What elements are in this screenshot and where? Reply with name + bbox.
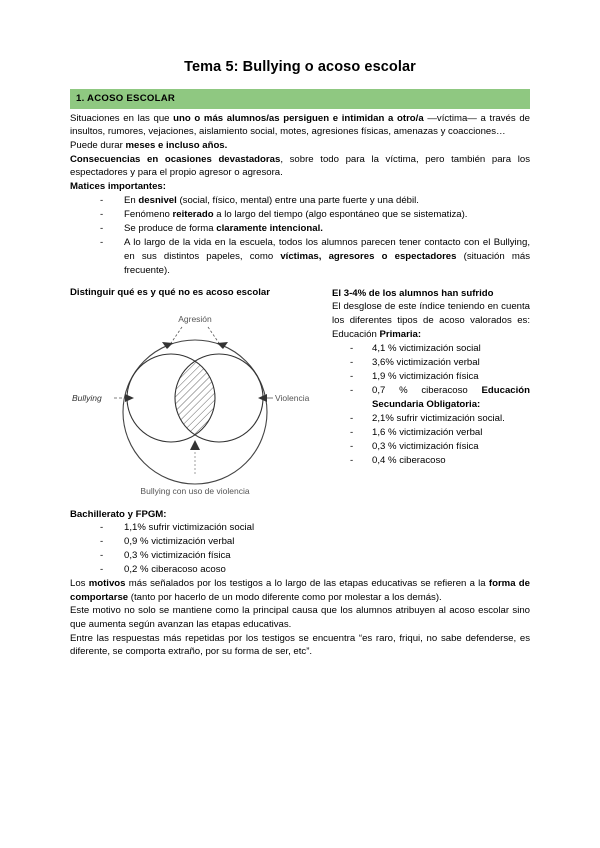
venn-diagram [70,304,320,504]
item-text-bold: reiterado [172,208,214,220]
intro-text-c: —víctima— a través de insultos, rumores, vejaciones, aislamiento social, motes, agresiones físicas, amenazas y coacciones… [70,112,531,138]
list-item: - 3,6% victimización verbal [350,356,530,370]
motivos-text-e: (tanto por hacerlo de un modo diferente como por molestar a los demás). [128,591,442,603]
motivos-bold-2: forma de comportarse [70,578,530,603]
cibera-primaria-text: 0,7 % ciberacoso [372,384,482,396]
list-item: - 0,2 % ciberacoso acoso [100,563,530,577]
bachillerato-label: Bachillerato y FPGM: [70,508,167,520]
tail-section [70,508,530,659]
page-title: Tema 5: Bullying o acoso escolar [184,59,416,75]
intro-text-bold: uno o más alumnos/as persiguen e intimidan a otro/a [173,112,424,124]
stats-heading [332,287,530,301]
list-item: - 0,4 % ciberacoso [350,454,530,468]
consequences-text: , sobre todo para la víctima, pero también para los espectadores y para el propio agresor o agresora. [70,153,531,179]
item-text-a: Fenómeno [124,208,173,220]
list-item: - 1,6 % victimización verbal [350,426,530,440]
primaria-label: Primaria: [379,328,422,340]
item-text-bold: víctimas, agresores o espectadores [280,250,457,262]
stats-heading-bold: El 3-4% de los alumnos han sufrido [332,287,494,299]
item-text-c: (social, físico, mental) entre una parte fuerte y una débil. [176,194,419,206]
agresion-arrow-right [217,342,228,349]
bachillerato-list [70,521,530,577]
stats-column [332,287,530,504]
list-item: - 0,9 % victimización verbal [100,535,530,549]
intro-text-a: Situaciones en las que [70,112,174,124]
respuestas-paragraph: Entre las respuestas más repetidas por los testigos se encuentra “es raro, friqui, no sabe defenderse, es diferente, se comporta extraño, por su forma de ser, etc”. [70,632,530,658]
bullying-arrow [125,394,134,402]
motivo-causa-paragraph: Este motivo no solo se mantiene como la principal causa que los alumnos atribuyen al acoso escolar sino que aumenta según avanzan las etapas educativas. [70,605,530,630]
duration-text-bold: meses e incluso años. [125,140,228,152]
item-text-c: a lo largo del tiempo (algo espontáneo que se sistematiza). [213,208,468,220]
agresion-label: Agresión [178,313,212,324]
stats-intro [332,300,530,341]
duration-paragraph [70,139,530,153]
motivos-text-c: más señalados por los testigos a lo largo de las etapas educativas se refieren a la [125,578,489,590]
violencia-label: Violencia [275,392,310,403]
list-item [350,384,530,412]
matices-heading [70,180,530,194]
motivos-text-a: Los [70,578,89,590]
consequences-paragraph [70,153,530,180]
item-text-bold: desnivel [138,194,177,206]
matices-heading-label: Matices importantes: [70,180,166,192]
list-item: - 0,3 % victimización física [350,440,530,454]
section-heading-acoso-escolar: 1. ACOSO ESCOLAR [70,89,530,109]
item-text-a: En [124,194,139,206]
bullying-label: Bullying [72,392,102,403]
intro-paragraph [70,112,530,139]
item-text-bold: claramente intencional. [216,222,323,234]
bachillerato-heading [70,508,530,522]
list-item [100,194,530,208]
matices-list [70,194,530,278]
list-item: - 4,1 % victimización social [350,342,530,356]
item-text-c: (situación más frecuente). [124,250,530,276]
eso-list [332,412,530,468]
venn-diagram-svg [70,304,320,499]
document-content [70,58,530,659]
list-item [100,208,530,222]
eso-label: Educación Secundaria Obligatoria: [372,384,530,410]
primaria-list [332,342,530,412]
consequences-bold: Consecuencias en ocasiones devastadoras [70,153,281,165]
two-column-region [70,287,530,504]
list-item [100,222,530,236]
list-item: - 2,1% sufrir victimización social. [350,412,530,426]
diagram-caption: Distinguir qué es y qué no es acoso escolar [70,286,270,298]
list-item: - 1,9 % victimización física [350,370,530,384]
list-item [100,236,530,278]
list-item: - 1,1% sufrir victimización social [100,521,530,535]
item-text-a: Se produce de forma [124,222,217,234]
bottom-arrow [190,440,200,450]
motivos-bold-1: motivos [88,578,126,590]
diagram-column [70,287,332,504]
list-item: - 0,3 % victimización física [100,549,530,563]
agresion-arrow-left [162,342,173,349]
motivos-paragraph [70,577,530,604]
bullying-violencia-label: Bullying con uso de violencia [140,485,250,496]
stats-intro-text: El desglose de este índice teniendo en cuenta los diferentes tipos de acoso valorados es: Educación [332,301,530,340]
item-text-a: A lo largo de la vida en la escuela, todos los alumnos parecen tener contacto con el Bullying, en sus distintos papeles, como [124,236,530,262]
duration-text-a: Puede durar [70,140,126,152]
